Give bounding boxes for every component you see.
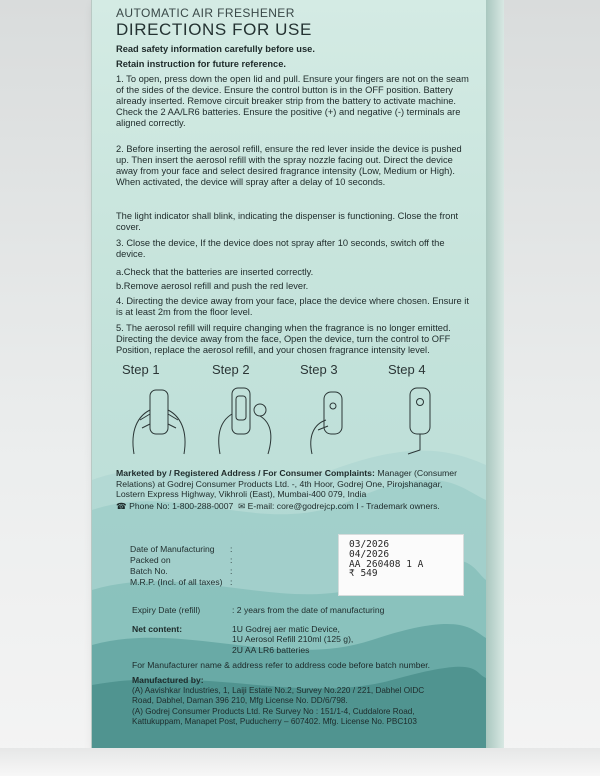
expiry-value: : 2 years from the date of manufacturing	[232, 605, 385, 615]
batch-no-label: Batch No.	[130, 566, 168, 576]
net-content-item-2: 1U Aerosol Refill 210ml (125 g),	[232, 634, 354, 644]
steps-illustrations	[116, 362, 472, 462]
step-1-open-device-icon	[124, 380, 194, 458]
mrp-label: M.R.P. (Incl. of all taxes)	[130, 577, 223, 587]
colon-3: :	[230, 566, 233, 576]
marketed-by-address: Manager (Consumer Relations) at Godrej Consumer Products Ltd. -, 4th Hoor, Godrej One, Pirojshanagar, Lostern Express Highway, Vikhroli (East), Mumbai-400 079, India	[116, 468, 458, 500]
safety-note: Read safety information carefully before use.	[116, 44, 315, 54]
marketed-by-block	[116, 468, 472, 500]
instruction-5: 5. The aerosol refill will require changing when the fragrance is no longer emitted. Directing the device away from the face, Open the device, turn the control to OFF Position, replace the aerosol refill, and your chosen fragrance intensity level.	[116, 323, 451, 355]
instruction-4: 4. Directing the device away from your face, place the device where chosen. Ensure it is at least 2m from the floor level.	[116, 296, 469, 317]
manufacturer-b-line1: (A) Godrej Consumer Products Ltd. Re Survey No : 151/1-4, Cuddalore Road,	[132, 707, 415, 716]
retain-note: Retain instruction for future reference.	[116, 59, 286, 69]
step-3-label: Step 3	[300, 362, 338, 377]
batch-sticker	[338, 534, 464, 596]
instruction-1: 1. To open, press down the open lid and pull. Ensure your fingers are not on the seam of the sides of the device. Ensure the control button is in the OFF position. Battery already inserted. Remove circuit breaker strip from the battery to activate machine. Check the 2 AA/LR6 batteries. Ensure the positive (+) and negative (-) terminals are aligned correctly.	[116, 74, 469, 128]
instruction-3: 3. Close the device, If the device does not spray after 10 seconds, switch off the device.	[116, 238, 445, 259]
product-type-title: AUTOMATIC AIR FRESHENER	[116, 6, 295, 20]
manufactured-by-label: Manufactured by:	[132, 675, 204, 685]
net-content-item-3: 2U AA LR6 batteries	[232, 645, 310, 655]
contact-line	[116, 501, 472, 512]
marketed-by-label: Marketed by / Registered Address / For Consumer Complaints:	[116, 468, 375, 478]
packed-on-label: Packed on	[130, 555, 171, 565]
directions-title: DIRECTIONS FOR USE	[116, 20, 312, 39]
sticker-mrp: ₹ 549	[349, 568, 378, 580]
step-4-place-device-icon	[388, 380, 458, 458]
manufacturer-a-line1: (A) Aavishkar Industries, 1, Laiji Estate No.2, Survey No.220 / 221, Dabhel OIDC	[132, 686, 425, 695]
net-content-label: Net content:	[132, 624, 183, 634]
colon-2: :	[230, 555, 233, 565]
display-surface	[0, 748, 600, 776]
step-2-label: Step 2	[212, 362, 250, 377]
colon-1: :	[230, 544, 233, 554]
manufacturer-b-line2: Kattukuppam, Manapet Post, Puducherry – 607402. Mfg. License No. PBC103	[132, 717, 417, 726]
instruction-3b: b.Remove aerosol refill and push the red lever.	[116, 281, 309, 291]
instruction-light: The light indicator shall blink, indicating the dispenser is functioning. Close the front cover.	[116, 211, 459, 232]
sticker-batch-number: AA 260408 1 A	[349, 558, 424, 570]
colon-4: :	[230, 577, 233, 587]
box-side-edge	[486, 0, 504, 748]
phone-number: Phone No: 1-800-288-0007	[129, 501, 234, 511]
expiry-label: Expiry Date (refill)	[132, 605, 201, 615]
date-mfg-label: Date of Manufacturing	[130, 544, 215, 554]
manufacturer-note: For Manufacturer name & address refer to address code before batch number.	[132, 660, 431, 670]
instruction-3a: a.Check that the batteries are inserted correctly.	[116, 267, 314, 277]
instruction-2: 2. Before inserting the aerosol refill, ensure the red lever inside the device is pushed up. Then insert the aerosol refill with the spray nozzle facing out. Direct the device away from your face and select desired fragrance intensity (Low, Medium or High). When activated, the device will spray after a delay of 10 seconds.	[116, 144, 462, 187]
step-4-label: Step 4	[388, 362, 426, 377]
sticker-packed-date: 04/2026	[349, 548, 390, 560]
step-3-close-device-icon	[302, 380, 372, 458]
step-2-insert-refill-icon	[212, 380, 282, 458]
step-1-label: Step 1	[122, 362, 160, 377]
manufacturer-a-line2: Road, Dabhel, Daman 396 210, Mfg License No. DD/6/798.	[132, 696, 348, 705]
net-content-item-1: 1U Godrej aer matic Device,	[232, 624, 340, 634]
sticker-mfg-date: 03/2026	[349, 539, 390, 550]
phone-icon: ☎	[116, 501, 127, 511]
email-icon: ✉	[238, 501, 246, 511]
email-address: E-mail: core@godrejcp.com I - Trademark owners.	[247, 501, 440, 511]
product-box-back	[92, 0, 486, 748]
